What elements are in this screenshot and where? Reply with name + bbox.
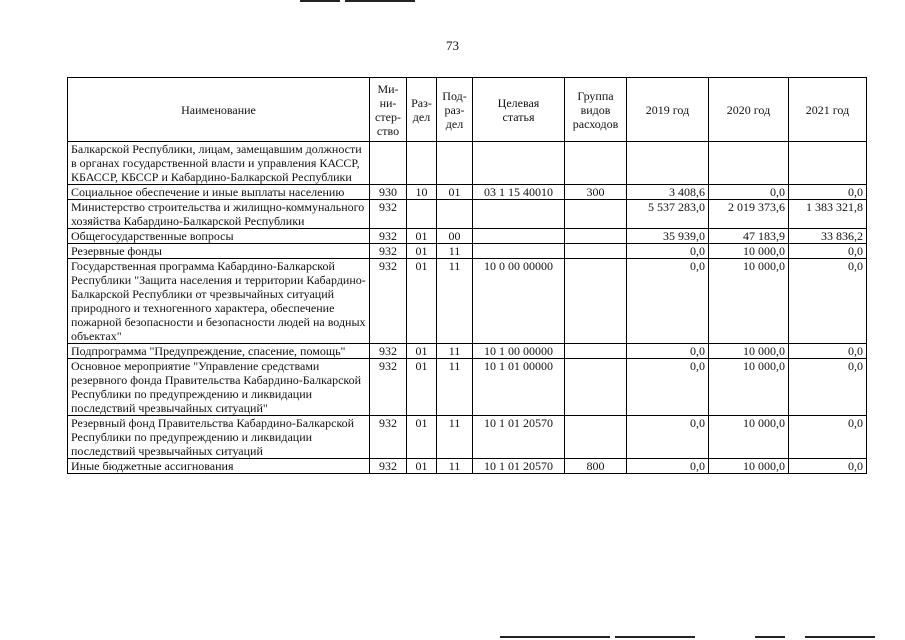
header-name: Наименование xyxy=(68,78,370,142)
cell-subsection xyxy=(437,200,473,229)
cell-subsection: 01 xyxy=(437,185,473,200)
cell-ministry: 930 xyxy=(370,185,407,200)
cell-group: 300 xyxy=(565,185,627,200)
cell-name: Общегосударственные вопросы xyxy=(68,229,370,244)
table-row xyxy=(68,185,867,200)
table-row xyxy=(68,416,867,459)
cell-subsection: 11 xyxy=(437,259,473,344)
cell-2020: 47 183,9 xyxy=(709,229,789,244)
cell-2021: 1 383 321,8 xyxy=(789,200,867,229)
cell-target xyxy=(473,244,565,259)
header-line: дел xyxy=(412,109,431,124)
header-line: ни- xyxy=(379,95,397,110)
header-group xyxy=(565,78,627,142)
cell-group xyxy=(565,259,627,344)
cell-target: 03 1 15 40010 xyxy=(473,185,565,200)
cell-2021: 0,0 xyxy=(789,459,867,474)
budget-table xyxy=(67,77,867,474)
cell-name: Государственная программа Кабардино-Балкарской Республики "Защита населения и территории Кабардино-Балкарской Республики от чрезвычайных ситуаций природного и техногенного характера, обеспечение пожарной безопасности и безопасности людей на водных объектах" xyxy=(68,259,370,344)
cell-2021: 0,0 xyxy=(789,244,867,259)
cell-ministry: 932 xyxy=(370,344,407,359)
cell-2021: 0,0 xyxy=(789,416,867,459)
table-row xyxy=(68,229,867,244)
cell-group xyxy=(565,229,627,244)
cell-2021: 33 836,2 xyxy=(789,229,867,244)
header-line: расходов xyxy=(572,116,619,131)
cell-2020: 10 000,0 xyxy=(709,259,789,344)
header-line: Раз- xyxy=(411,95,432,110)
cell-2019: 35 939,0 xyxy=(627,229,709,244)
cell-2020: 0,0 xyxy=(709,185,789,200)
cell-target: 10 1 01 00000 xyxy=(473,359,565,416)
cell-section: 01 xyxy=(407,344,437,359)
header-line: видов xyxy=(580,102,611,117)
cell-2020: 10 000,0 xyxy=(709,359,789,416)
cell-2020: 10 000,0 xyxy=(709,459,789,474)
cell-2021: 0,0 xyxy=(789,359,867,416)
cell-2019: 0,0 xyxy=(627,244,709,259)
header-subsection xyxy=(437,78,473,142)
cell-group xyxy=(565,200,627,229)
cell-group xyxy=(565,244,627,259)
cell-2019: 0,0 xyxy=(627,359,709,416)
cell-2020: 10 000,0 xyxy=(709,344,789,359)
cell-group xyxy=(565,344,627,359)
table-header-row xyxy=(68,78,867,142)
header-2019: 2019 год xyxy=(627,78,709,142)
cell-subsection: 11 xyxy=(437,416,473,459)
cell-subsection: 11 xyxy=(437,359,473,416)
cell-2019: 3 408,6 xyxy=(627,185,709,200)
header-line: дел xyxy=(445,116,464,131)
cell-2019: 5 537 283,0 xyxy=(627,200,709,229)
cell-target xyxy=(473,229,565,244)
cell-2021 xyxy=(789,142,867,185)
cell-2019: 0,0 xyxy=(627,259,709,344)
cell-section: 01 xyxy=(407,229,437,244)
cell-group xyxy=(565,142,627,185)
cell-section: 01 xyxy=(407,416,437,459)
table-row xyxy=(68,344,867,359)
page-number: 73 xyxy=(446,38,459,53)
cell-2019: 0,0 xyxy=(627,344,709,359)
table-row xyxy=(68,244,867,259)
header-line: раз- xyxy=(444,102,465,117)
cell-target: 10 0 00 00000 xyxy=(473,259,565,344)
cell-target: 10 1 01 20570 xyxy=(473,416,565,459)
cell-2019 xyxy=(627,142,709,185)
cell-section xyxy=(407,200,437,229)
table-row xyxy=(68,359,867,416)
header-line: Группа xyxy=(577,88,614,103)
scan-mark xyxy=(755,636,785,638)
header-line: Ми- xyxy=(377,81,399,96)
cell-2020: 10 000,0 xyxy=(709,416,789,459)
cell-name: Подпрограмма "Предупреждение, спасение, помощь" xyxy=(68,344,370,359)
cell-2021: 0,0 xyxy=(789,259,867,344)
header-line: Целевая xyxy=(497,95,540,110)
cell-target: 10 1 01 20570 xyxy=(473,459,565,474)
cell-name: Резервный фонд Правительства Кабардино-Балкарской Республики по предупреждению и ликвидации последствий чрезвычайных ситуаций xyxy=(68,416,370,459)
cell-2020: 10 000,0 xyxy=(709,244,789,259)
cell-ministry: 932 xyxy=(370,416,407,459)
header-target xyxy=(473,78,565,142)
cell-ministry: 932 xyxy=(370,244,407,259)
cell-name: Балкарской Республики, лицам, замещавшим должности в органах государственной власти и управления КАССР, КБАССР, КБССР и Кабардино-Балкарской Республики xyxy=(68,142,370,185)
cell-group: 800 xyxy=(565,459,627,474)
header-2020: 2020 год xyxy=(709,78,789,142)
cell-section: 01 xyxy=(407,244,437,259)
cell-section: 01 xyxy=(407,259,437,344)
cell-ministry: 932 xyxy=(370,229,407,244)
cell-target xyxy=(473,142,565,185)
cell-2019: 0,0 xyxy=(627,416,709,459)
cell-subsection: 11 xyxy=(437,459,473,474)
cell-ministry: 932 xyxy=(370,459,407,474)
cell-subsection xyxy=(437,142,473,185)
scan-mark xyxy=(615,636,695,638)
cell-name: Социальное обеспечение и иные выплаты населению xyxy=(68,185,370,200)
table-body xyxy=(68,142,867,474)
cell-section xyxy=(407,142,437,185)
cell-ministry xyxy=(370,142,407,185)
header-line: ство xyxy=(376,123,400,138)
cell-section: 01 xyxy=(407,359,437,416)
cell-ministry: 932 xyxy=(370,359,407,416)
cell-subsection: 00 xyxy=(437,229,473,244)
cell-2021: 0,0 xyxy=(789,344,867,359)
cell-name: Министерство строительства и жилищно-коммунального хозяйства Кабардино-Балкарской Республики xyxy=(68,200,370,229)
cell-subsection: 11 xyxy=(437,344,473,359)
cell-2019: 0,0 xyxy=(627,459,709,474)
header-line: статья xyxy=(502,109,535,124)
cell-2020 xyxy=(709,142,789,185)
cell-section: 10 xyxy=(407,185,437,200)
cell-name: Резервные фонды xyxy=(68,244,370,259)
scan-mark xyxy=(345,0,415,2)
scan-mark xyxy=(300,0,340,2)
header-line: стер- xyxy=(375,109,401,124)
table-row xyxy=(68,259,867,344)
cell-section: 01 xyxy=(407,459,437,474)
table-row xyxy=(68,200,867,229)
cell-target xyxy=(473,200,565,229)
header-ministry xyxy=(370,78,407,142)
cell-name: Иные бюджетные ассигнования xyxy=(68,459,370,474)
table-row xyxy=(68,459,867,474)
cell-group xyxy=(565,416,627,459)
cell-ministry: 932 xyxy=(370,259,407,344)
cell-name: Основное мероприятие "Управление средствами резервного фонда Правительства Кабардино-Балкарской Республики по предупреждению и ликвидации последствий чрезвычайных ситуаций" xyxy=(68,359,370,416)
cell-subsection: 11 xyxy=(437,244,473,259)
cell-2020: 2 019 373,6 xyxy=(709,200,789,229)
table-row xyxy=(68,142,867,185)
header-line: Под- xyxy=(442,88,467,103)
cell-ministry: 932 xyxy=(370,200,407,229)
cell-2021: 0,0 xyxy=(789,185,867,200)
header-section xyxy=(407,78,437,142)
scan-mark xyxy=(805,636,875,638)
header-2021: 2021 год xyxy=(789,78,867,142)
cell-target: 10 1 00 00000 xyxy=(473,344,565,359)
cell-group xyxy=(565,359,627,416)
scan-mark xyxy=(500,636,610,638)
